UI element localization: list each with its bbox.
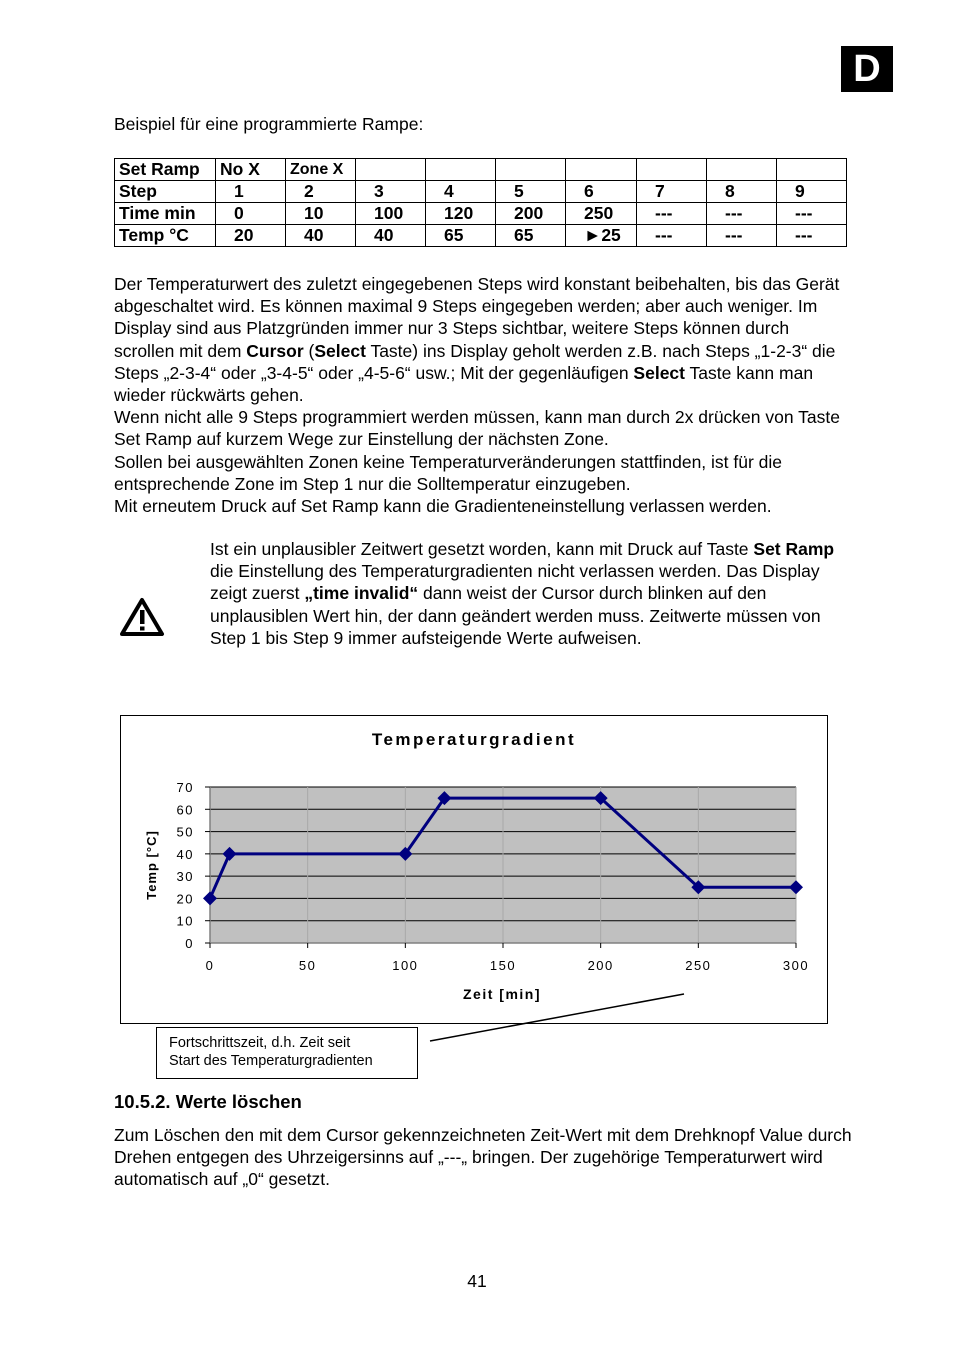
paragraph-exit: Mit erneutem Druck auf Set Ramp kann die Gradienteneinstellung verlassen werden. [114,496,772,517]
table-cell: 100 [356,203,426,225]
y-tick-label: 30 [176,869,194,885]
x-tick-label: 100 [392,958,419,973]
table-cell: 40 [356,225,426,247]
page-number: 41 [467,1271,487,1291]
row-header-cell: Temp °C [115,225,216,247]
y-tick-label: 0 [185,936,194,951]
callout-box [156,1027,418,1079]
section-text: Zum Löschen den mit dem Cursor gekennzeichneten Zeit-Wert mit dem Drehknopf Value durch Drehen entgegen des Uhrzeigersinns auf „---„ bringen. Der zugehörige Temperaturwert wird automatisch auf „0“ gesetzt. [114,1125,852,1190]
y-tick-label: 10 [176,913,194,929]
table-cell: 1 [216,181,286,203]
table-cell: Zone X [286,159,356,181]
x-tick-label: 0 [205,958,215,973]
table-cell: 7 [637,181,707,203]
chart-title: Temperaturgradient [371,730,577,749]
table-cell: 40 [286,225,356,247]
table-cell: --- [777,225,847,247]
table-cell: 2 [286,181,356,203]
x-axis-label: Zeit [min] [463,986,541,1002]
x-tick-label: 250 [685,958,712,973]
x-tick-label: 150 [489,958,517,973]
table-cell: --- [777,203,847,225]
row-header-cell: Time min [115,203,216,225]
table-cell: 6 [566,181,637,203]
table-cell: 5 [496,181,566,203]
table-cell: 65 [496,225,566,247]
paragraph-skip: Wenn nicht alle 9 Steps programmiert werden müssen, kann man durch 2x drücken von Taste Set Ramp auf kurzem Wege zur Einstellung der nächsten Zone. [114,407,840,450]
table-cell: 250 [566,203,637,225]
x-tick-label: 300 [782,958,810,973]
table-cell: 0 [216,203,286,225]
table-cell: 4 [426,181,496,203]
table-cell: --- [637,203,707,225]
table-cell: 3 [356,181,426,203]
callout-line-1: Fortschrittszeit, d.h. Zeit seit [169,1035,351,1051]
warning-text: Ist ein unplausibler Zeitwert gesetzt worden, kann mit Druck auf Taste Set Ramp die Einstellung des Temperaturgradienten nicht verlassen werden. Das Display zeigt zuerst „time invalid“ dann weist der Cursor durch blinken auf den unplausiblen Wert hin, der dann geändert werden muss. Zeitwerte müssen von Step 1 bis Step 9 immer aufsteigende Werte aufweisen. [210,539,835,648]
table-cell: ►25 [566,225,637,247]
table-cell: 20 [216,225,286,247]
table-cell: No X [216,159,286,181]
y-tick-label: 70 [176,780,194,795]
paragraph-steps: Der Temperaturwert des zuletzt eingegebenen Steps wird konstant beibehalten, bis das Gerät abgeschaltet wird. Es können maximal 9 Steps eingegeben werden; aber auch weniger. Im Display sind aus Platzgründen immer nur 3 Steps sichtbar, weitere Steps können durch scrollen mit dem Cursor (Select Taste) ins Display geholt werden z.B. nach Steps „1-2-3“ die Steps „2-3-4“ oder „3-4-5“ oder „4-5-6“ usw.; Mit der gegenläufigen Select Taste kann man wieder rückwärts gehen. [114,274,840,406]
language-badge: D [841,46,893,92]
table-cell: 10 [286,203,356,225]
y-tick-label: 40 [176,846,194,862]
table-cell: 9 [777,181,847,203]
row-header-cell: Step [115,181,216,203]
table-cell: 65 [426,225,496,247]
section-title: 10.5.2. Werte löschen [114,1091,302,1112]
y-tick-label: 20 [176,891,194,907]
x-tick-label: 200 [587,958,614,973]
table-cell: 120 [426,203,496,225]
y-axis-label: Temp [°C] [144,830,159,900]
table-cell: --- [637,225,707,247]
y-tick-label: 60 [176,802,194,818]
y-tick-label: 50 [176,824,194,840]
table-cell: 8 [707,181,777,203]
row-header-cell: Set Ramp [115,159,216,181]
intro-text: Beispiel für eine programmierte Rampe: [114,114,424,134]
table-cell: --- [707,203,777,225]
x-tick-label: 50 [298,958,317,973]
callout-line-2: Start des Temperaturgradienten [169,1053,373,1069]
table-cell: --- [707,225,777,247]
paragraph-zones: Sollen bei ausgewählten Zonen keine Temperaturveränderungen stattfinden, ist für die entsprechende Zone im Step 1 nur die Solltemperatur einzugeben. [114,451,783,494]
table-cell: 200 [496,203,566,225]
